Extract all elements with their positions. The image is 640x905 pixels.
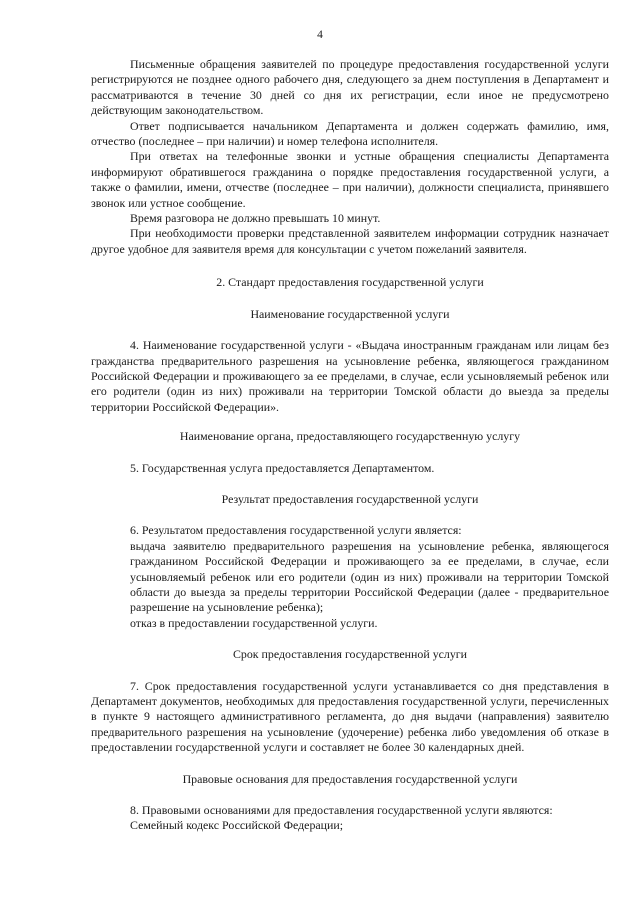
paragraph-item-5: 5. Государственная услуга предоставляется Департаментом. [130, 460, 435, 475]
subheading-authority: Наименование органа, предоставляющего государственную услугу [179, 429, 521, 444]
paragraph-item-4: 4. Наименование государственной услуги - «Выдача иностранным гражданам или лицам без гражданства предварительного разрешения на усыновление ребенка, являющегося гражданином Российской Федерации и проживающего за ее пределами, в случае, если усыновляемый ребенок или его родители (один из них) проживали на территории Томской области до выезда за пределы территории Российской Федерации». [91, 338, 609, 414]
paragraph-written-appeals: Письменные обращения заявителей по процедуре предоставления государственной услуги регистрируются не позднее одного рабочего дня, следующего за днем поступления в Департамент и рассматриваются в течение 30 дней со дня их регистрации, если иное не предусмотрено действующим законодательством. [91, 57, 609, 118]
list-item-refusal: отказ в предоставлении государственной услуги. [130, 615, 378, 630]
paragraph-call-duration: Время разговора не должно превышать 10 минут. [130, 211, 381, 226]
paragraph-response-signature: Ответ подписывается начальником Департамента и должен содержать фамилию, имя, отчество (последнее – при наличии) и номер телефона исполнителя. [91, 118, 609, 149]
list-item-issuance: выдача заявителю предварительного разрешения на усыновление ребенка, являющегося гражданином Российской Федерации и проживающего за ее пределами, в случае, если усыновляемый ребенок или его родители (один из них) проживали на территории Томской области до выезда за пределы территории Российской Федерации (далее - предварительное разрешение на усыновление ребенка); [130, 538, 609, 615]
page-number: 4 [317, 29, 323, 41]
paragraph-phone-inquiries: При ответах на телефонные звонки и устные обращения специалисты Департамента информируют обратившегося гражданина о порядке предоставления государственной услуги, а также о фамилии, имени, отчестве (последнее – при наличии), должности специалиста, принявшего звонок или устное сообщение. [91, 149, 609, 210]
document-body [91, 57, 609, 834]
paragraph-family-code: Семейный кодекс Российской Федерации; [130, 818, 344, 833]
subheading-service-name: Наименование государственной услуги [250, 306, 450, 321]
paragraph-item-6: 6. Результатом предоставления государственной услуги является: [130, 523, 462, 538]
subheading-term: Срок предоставления государственной услуги [232, 647, 468, 662]
paragraph-verification: При необходимости проверки представленной заявителем информации сотрудник назначает другое удобное для заявителя время для консультации с учетом пожеланий заявителя. [91, 226, 609, 256]
subheading-legal-basis: Правовые основания для предоставления государственной услуги [182, 771, 518, 786]
section-heading-standard: 2. Стандарт предоставления государственной услуги [216, 275, 484, 290]
subheading-result: Результат предоставления государственной услуги [221, 491, 479, 506]
paragraph-item-8: 8. Правовыми основаниями для предоставления государственной услуги являются: [130, 803, 553, 818]
paragraph-item-7: 7. Срок предоставления государственной услуги устанавливается со дня представления в Департамент документов, необходимых для предоставления государственной услуги, перечисленных в пункте 9 настоящего административного регламента, до дня выдачи (направления) заявителю предварительного разрешения на усыновление (удочерение) ребенка либо уведомления об отказе в предоставлении государственной услуги и составляет не более 30 календарных дней. [91, 678, 609, 755]
